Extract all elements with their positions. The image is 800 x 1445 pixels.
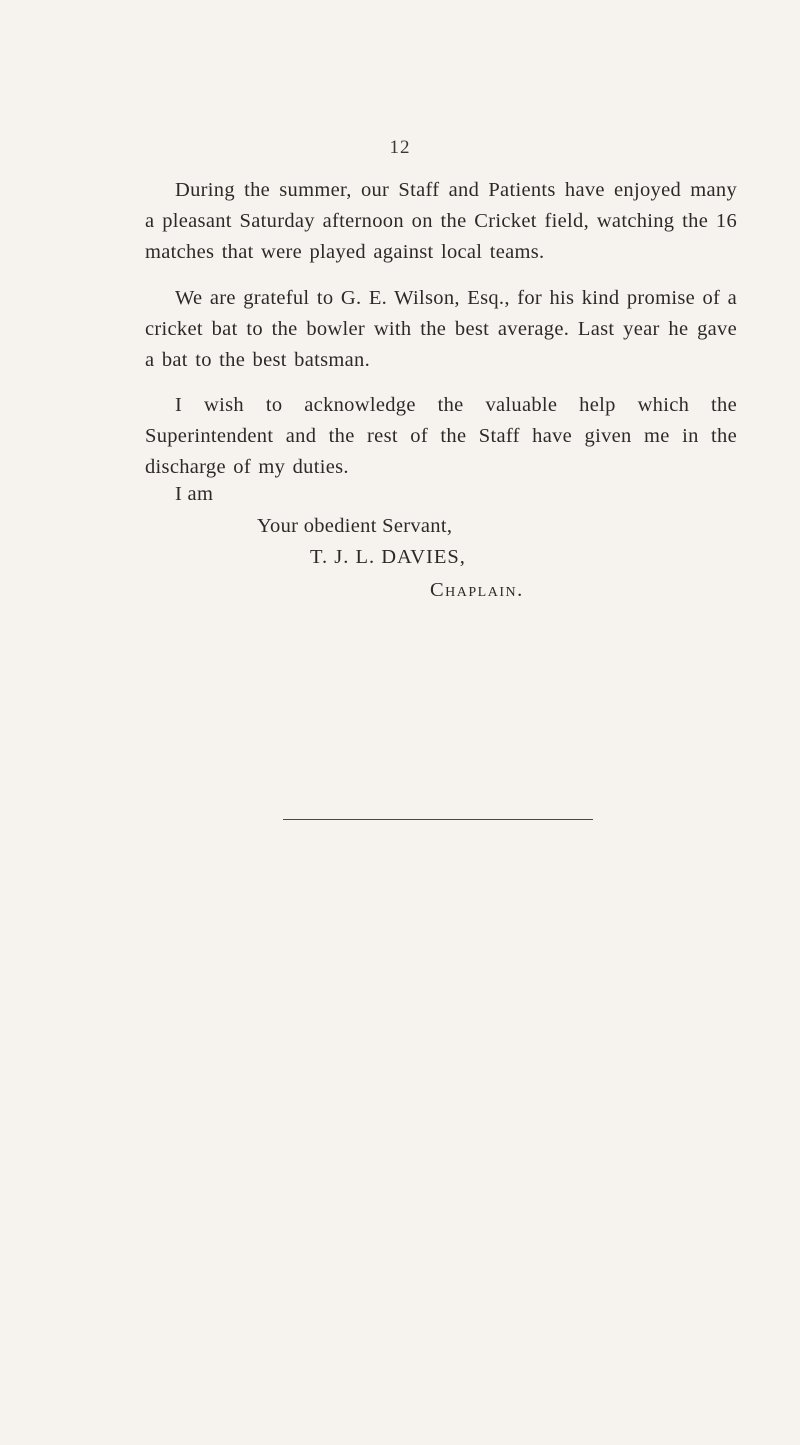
- paragraph-cricket-bat: [145, 283, 737, 376]
- paragraph-text: We are grateful to G. E. Wilson, Esq., for his kind promise of a cricket bat to the bowler with the best average. Last year he gave a bat to the best batsman.: [145, 287, 737, 371]
- closing-servant: Your obedient Servant,: [257, 515, 453, 537]
- paragraph-cricket-matches: [145, 175, 737, 268]
- divider-rule: [283, 819, 593, 820]
- paragraph-acknowledgement: [145, 390, 737, 483]
- closing-i-am: I am: [175, 483, 214, 505]
- signature-name: T. J. L. DAVIES,: [310, 546, 466, 568]
- paragraph-text: I wish to acknowledge the valuable help which the Superintendent and the rest of the Staff have given me in the discharge of my duties.: [145, 394, 737, 478]
- page-number: 12: [389, 137, 411, 158]
- signature-title: Chaplain.: [430, 579, 524, 601]
- paragraph-text: During the summer, our Staff and Patients have enjoyed many a pleasant Saturday afternoon on the Cricket field, watching the 16 matches that were played against local teams.: [145, 179, 737, 263]
